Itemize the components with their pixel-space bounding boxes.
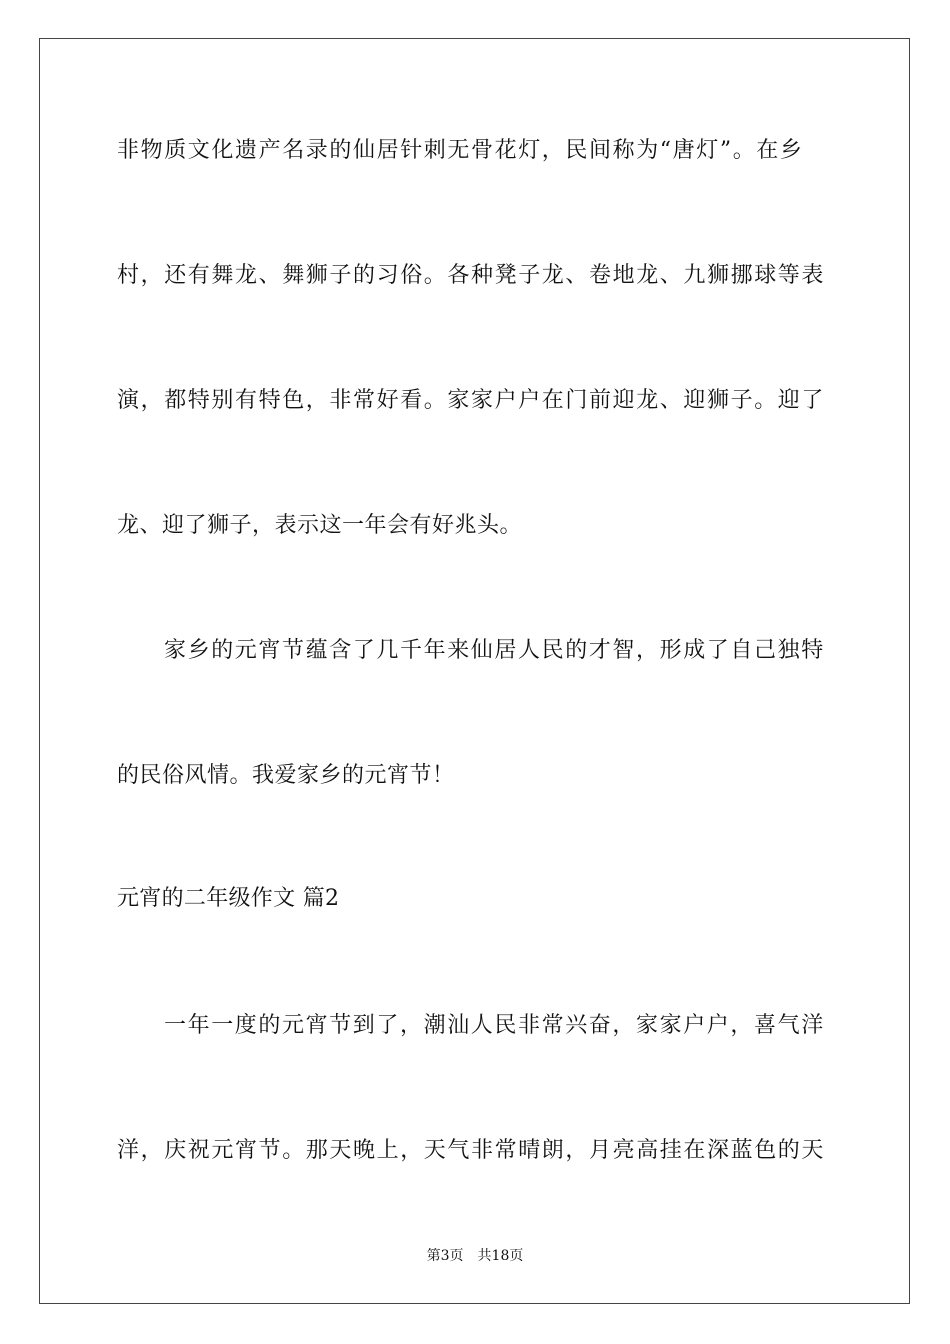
body-text-line: 非物质文化遗产名录的仙居针刺无骨花灯，民间称为“唐灯”。在乡 — [117, 138, 804, 163]
section-heading: 元宵的二年级作文 篇2 — [117, 886, 340, 911]
paragraph-first-line: 一年一度的元宵节到了，潮汕人民非常兴奋，家家户户，喜气洋 — [164, 1013, 825, 1038]
page-footer — [0, 1246, 950, 1266]
page-number: 第3页 — [426, 1248, 464, 1264]
paragraph-first-line: 家乡的元宵节蕴含了几千年来仙居人民的才智，形成了自己独特 — [164, 638, 825, 663]
body-text-line: 演，都特别有特色，非常好看。家家户户在门前迎龙、迎狮子。迎了 — [117, 388, 826, 413]
body-text-line: 龙、迎了狮子，表示这一年会有好兆头。 — [117, 513, 523, 538]
page-border — [39, 38, 910, 1304]
body-text-line: 洋，庆祝元宵节。那天晚上，天气非常晴朗，月亮高挂在深蓝色的天 — [117, 1138, 826, 1163]
body-text-line: 村，还有舞龙、舞狮子的习俗。各种凳子龙、卷地龙、九狮挪球等表 — [117, 263, 826, 288]
body-text-line: 的民俗风情。我爱家乡的元宵节！ — [117, 763, 455, 788]
total-pages: 共18页 — [477, 1248, 524, 1264]
